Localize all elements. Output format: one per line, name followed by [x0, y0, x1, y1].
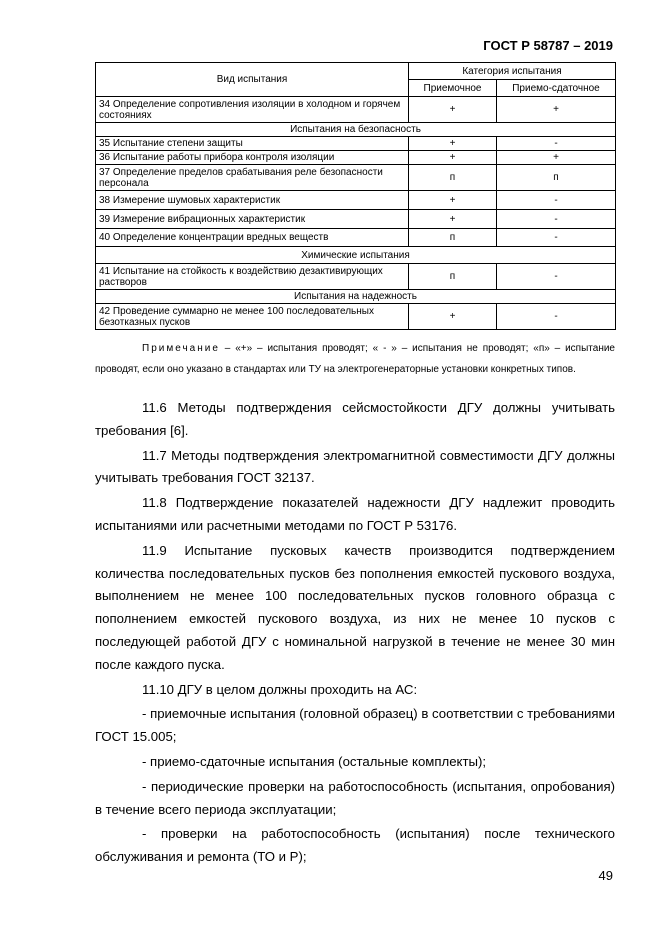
paragraph-11-6: 11.6 Методы подтверждения сейсмостойкости ДГУ должны учитывать требования [6].: [95, 400, 615, 438]
list-item-delivery-tests: - приемо-сдаточные испытания (остальные комплекты);: [142, 753, 487, 769]
column-header-acceptance: Приемочное: [409, 80, 497, 97]
table-row: [96, 137, 616, 151]
test-name: 41 Испытание на стойкость к воздействию дезактивирующих растворов: [96, 264, 409, 290]
column-header-category: Категория испытания: [409, 63, 616, 80]
delivery-mark: +: [497, 97, 616, 123]
table-row: [96, 97, 616, 123]
table-row: [96, 210, 616, 229]
acceptance-mark: п: [409, 165, 497, 191]
test-name: 35 Испытание степени защиты: [96, 137, 409, 151]
test-name: 38 Измерение шумовых характеристик: [96, 191, 409, 210]
test-name: 34 Определение сопротивления изоляции в холодном и горячем состояниях: [96, 97, 409, 123]
delivery-mark: -: [497, 229, 616, 247]
column-header-delivery: Приемо-сдаточное: [497, 80, 616, 97]
list-item-post-maintenance-checks: - проверки на работоспособность (испытания) после технического обслуживания и ремонта (ТО и Р);: [95, 826, 615, 865]
acceptance-mark: +: [409, 210, 497, 229]
paragraph-11-9: 11.9 Испытание пусковых качеств производится подтверждением количества последовательных пусков без пополнения емкостей пускового воздуха, выполнением не менее 100 последовательных пусков головного образца с пополнением емкостей пускового воздуха, из них не менее 10 пусков с последующей работой ДГУ с номинальной нагрузкой в течение не менее 30 мин после каждого пуска.: [95, 542, 615, 672]
acceptance-mark: +: [409, 151, 497, 165]
paragraph-11-7: 11.7 Методы подтверждения электромагнитной совместимости ДГУ должны учитывать требования ГОСТ 32137.: [95, 447, 615, 486]
table-row: [96, 151, 616, 165]
body-text: [95, 397, 615, 869]
paragraph-11-8: 11.8 Подтверждение показателей надежности ДГУ надлежит проводить испытаниями или расчетными методами по ГОСТ Р 53176.: [95, 495, 615, 533]
delivery-mark: -: [497, 304, 616, 330]
delivery-mark: -: [497, 191, 616, 210]
note-label: Примечание: [142, 343, 220, 354]
section-header-reliability: Испытания на надежность: [96, 290, 616, 304]
delivery-mark: -: [497, 264, 616, 290]
acceptance-mark: п: [409, 229, 497, 247]
test-name: 40 Определение концентрации вредных веществ: [96, 229, 409, 247]
acceptance-mark: +: [409, 97, 497, 123]
delivery-mark: +: [497, 151, 616, 165]
table-row: [96, 165, 616, 191]
test-name: 39 Измерение вибрационных характеристик: [96, 210, 409, 229]
test-category-table: [95, 62, 616, 330]
section-header-safety: Испытания на безопасность: [96, 123, 616, 137]
delivery-mark: -: [497, 137, 616, 151]
section-header-chemical: Химические испытания: [96, 247, 616, 264]
test-name: 42 Проведение суммарно не менее 100 последовательных безотказных пусков: [96, 304, 409, 330]
table-note: [95, 338, 615, 380]
test-name: 37 Определение пределов срабатывания реле безопасности персонала: [96, 165, 409, 191]
note-text: – «+» – испытания проводят; « - » – испытания не проводят; «п» – испытание проводят, если оно указано в стандартах или ТУ на электрогенераторные установки конкретных типов.: [95, 343, 615, 375]
acceptance-mark: п: [409, 264, 497, 290]
table-row: [96, 191, 616, 210]
delivery-mark: п: [497, 165, 616, 191]
list-item-acceptance-tests: - приемочные испытания (головной образец) в соответствии с требованиями ГОСТ 15.005;: [95, 706, 615, 745]
table-row: [96, 264, 616, 290]
test-name: 36 Испытание работы прибора контроля изоляции: [96, 151, 409, 165]
acceptance-mark: +: [409, 191, 497, 210]
acceptance-mark: +: [409, 137, 497, 151]
table-row: [96, 304, 616, 330]
acceptance-mark: +: [409, 304, 497, 330]
page-number: 49: [598, 868, 613, 883]
delivery-mark: -: [497, 210, 616, 229]
table-row: [96, 229, 616, 247]
document-header: ГОСТ Р 58787 – 2019: [483, 38, 613, 53]
list-item-periodic-checks: - периодические проверки на работоспособность (испытания, опробования) в течение всего периода эксплуатации;: [95, 778, 615, 817]
paragraph-11-10: 11.10 ДГУ в целом должны проходить на АС:: [142, 681, 418, 697]
column-header-test-type: Вид испытания: [96, 63, 409, 97]
